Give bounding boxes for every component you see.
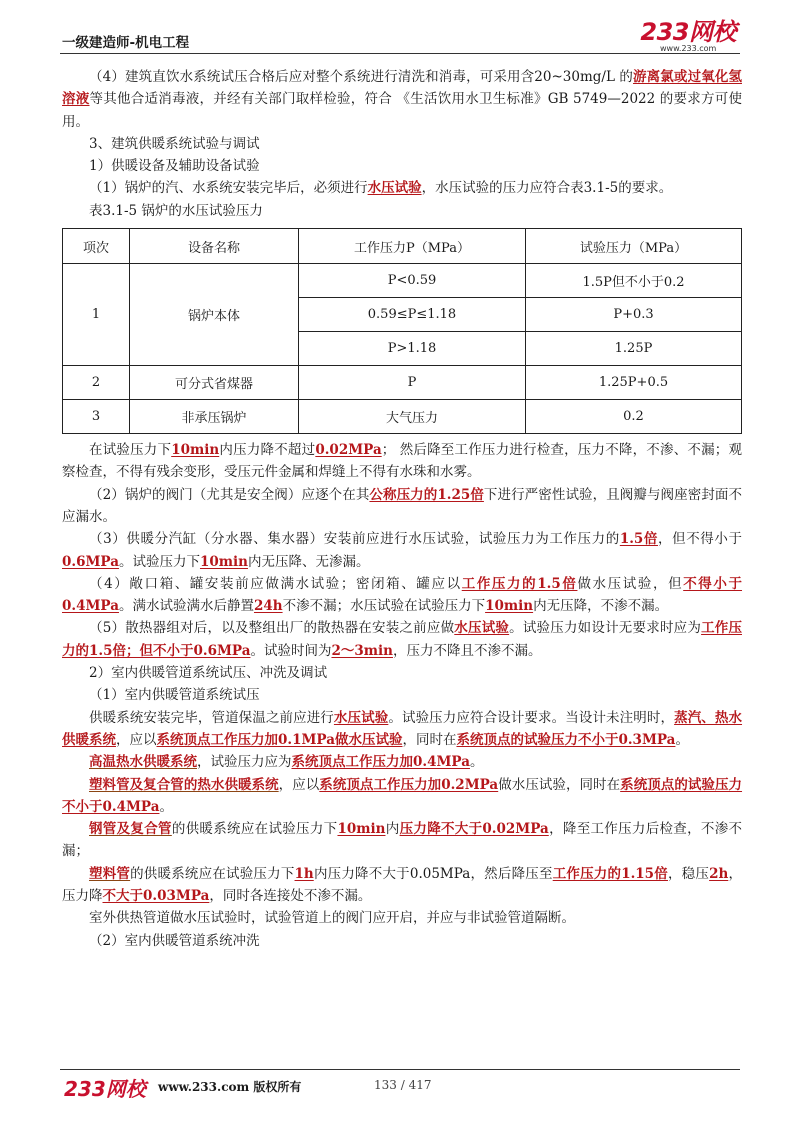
table-header-cell: 项次 [63, 229, 130, 264]
highlight: 水压试验 [367, 180, 422, 197]
paragraph: 钢管及复合管的供暖系统应在试验压力下10min内压力降不大于0.02MPa，降至工作压力后检查，不渗不漏； [62, 821, 743, 860]
subsection-heading: 1）供暖设备及辅助设备试验 [89, 158, 260, 175]
table-cell: 2 [63, 366, 130, 400]
table-header-row [63, 229, 742, 264]
paragraph: 高温热水供暖系统，试验压力应为系统顶点工作压力加0.4MPa。 [89, 754, 484, 771]
table-cell: 大气压力 [299, 400, 526, 434]
table-cell: 1.5P但不小于0.2 [526, 264, 742, 298]
table-header-cell: 试验压力（MPa） [526, 229, 742, 264]
document-header-title: 一级建造师-机电工程 [62, 35, 190, 51]
table-row [63, 400, 742, 434]
table-cell: P>1.18 [299, 332, 526, 366]
logo-url: www.233.com [660, 44, 717, 53]
footer-logo: 233网校 [64, 1077, 146, 1101]
subsection-heading: （2）室内供暖管道系统冲洗 [89, 932, 260, 949]
table-row [63, 264, 742, 298]
footer-copyright: www.233.com 版权所有 [158, 1080, 302, 1094]
table-cell: 0.2 [526, 400, 742, 434]
table-cell: P [299, 366, 526, 400]
table-cell: P<0.59 [299, 264, 526, 298]
table-row [63, 366, 742, 400]
highlight: 游离氯或过氧化氢溶液 [62, 69, 742, 108]
table-cell: 1.25P+0.5 [526, 366, 742, 400]
paragraph: 塑料管及复合管的热水供暖系统，应以系统顶点工作压力加0.2MPa做水压试验，同时在系统顶点的试验压力不小于0.4MPa。 [62, 776, 743, 815]
paragraph: （5）散热器组对后，以及整组出厂的散热器在安装之前应做水压试验。试验压力如设计无要求时应为工作压力的1.5倍；但不小于0.6MPa。试验时间为2～3min，压力不降且不渗不漏。 [62, 620, 742, 659]
section-heading: 3、建筑供暖系统试验与调试 [89, 135, 260, 152]
paragraph: （1）锅炉的汽、水系统安装完毕后，必须进行水压试验，水压试验的压力应符合表3.1-5的要求。 [89, 180, 673, 197]
subsection-heading: 2）室内供暖管道系统试压、冲洗及调试 [89, 665, 328, 682]
table-caption: 表3.1-5 锅炉的水压试验压力 [89, 202, 263, 219]
table-cell: 0.59≤P≤1.18 [299, 298, 526, 332]
paragraph: 在试验压力下10min内压力降不超过0.02MPa； 然后降至工作压力进行检查，压力不降，不渗、不漏；观察检查，不得有残余变形，受压元件金属和焊缝上不得有水珠和水雾。 [62, 442, 743, 481]
paragraph: 塑料管的供暖系统应在试验压力下1h内压力降不大于0.05MPa，然后降压至工作压力的1.15倍，稳压2h，压力降不大于0.03MPa，同时各连接处不渗不漏。 [62, 865, 743, 905]
table-header-cell: 工作压力P（MPa） [299, 229, 526, 264]
boiler-pressure-table [62, 228, 742, 434]
table-header-cell: 设备名称 [130, 229, 299, 264]
page-number: 133 / 417 [374, 1078, 432, 1092]
logo-text: 233网校 [640, 18, 736, 46]
table-cell: 锅炉本体 [130, 264, 299, 366]
table-cell: 3 [63, 400, 130, 434]
table-cell: P+0.3 [526, 298, 742, 332]
paragraph: 供暖系统安装完毕，管道保温之前应进行水压试验。试验压力应符合设计要求。当设计未注明时，蒸汽、热水供暖系统，应以系统顶点工作压力加0.1MPa做水压试验，同时在系统顶点的试验压力不小于0.3MPa。 [62, 709, 743, 748]
paragraph: （4）建筑直饮水系统试压合格后应对整个系统进行清洗和消毒，可采用含20~30mg/L 的游离氯或过氧化氢溶液等其他合适消毒液，并经有关部门取样检验，符合 《生活饮用水卫生标准》GB 5749—2022 的要求方可使用。 [62, 69, 742, 130]
brand-logo [640, 20, 736, 53]
table-cell: 1 [63, 264, 130, 366]
table-cell: 非承压锅炉 [130, 400, 299, 434]
footer-divider [60, 1069, 740, 1070]
page-content [62, 66, 742, 952]
paragraph: （3）供暖分汽缸（分水器、集水器）安装前应进行水压试验，试验压力为工作压力的1.5倍，但不得小于0.6MPa。试验压力下10min内无压降、无渗漏。 [62, 531, 742, 570]
subsection-heading: （1）室内供暖管道系统试压 [89, 687, 260, 704]
paragraph: 室外供热管道做水压试验时，试验管道上的阀门应开启，并应与非试验管道隔断。 [89, 910, 575, 927]
header-divider [60, 53, 740, 54]
table-cell: 可分式省煤器 [130, 366, 299, 400]
table-cell: 1.25P [526, 332, 742, 366]
paragraph: （2）锅炉的阀门（尤其是安全阀）应逐个在其公称压力的1.25倍下进行严密性试验，且阀瓣与阀座密封面不应漏水。 [62, 486, 742, 525]
paragraph: （4）敞口箱、罐安装前应做满水试验；密闭箱、罐应以工作压力的1.5倍做水压试验，但不得小于0.4MPa。满水试验满水后静置24h不渗不漏；水压试验在试验压力下10min内无压降，不渗不漏。 [62, 575, 743, 615]
